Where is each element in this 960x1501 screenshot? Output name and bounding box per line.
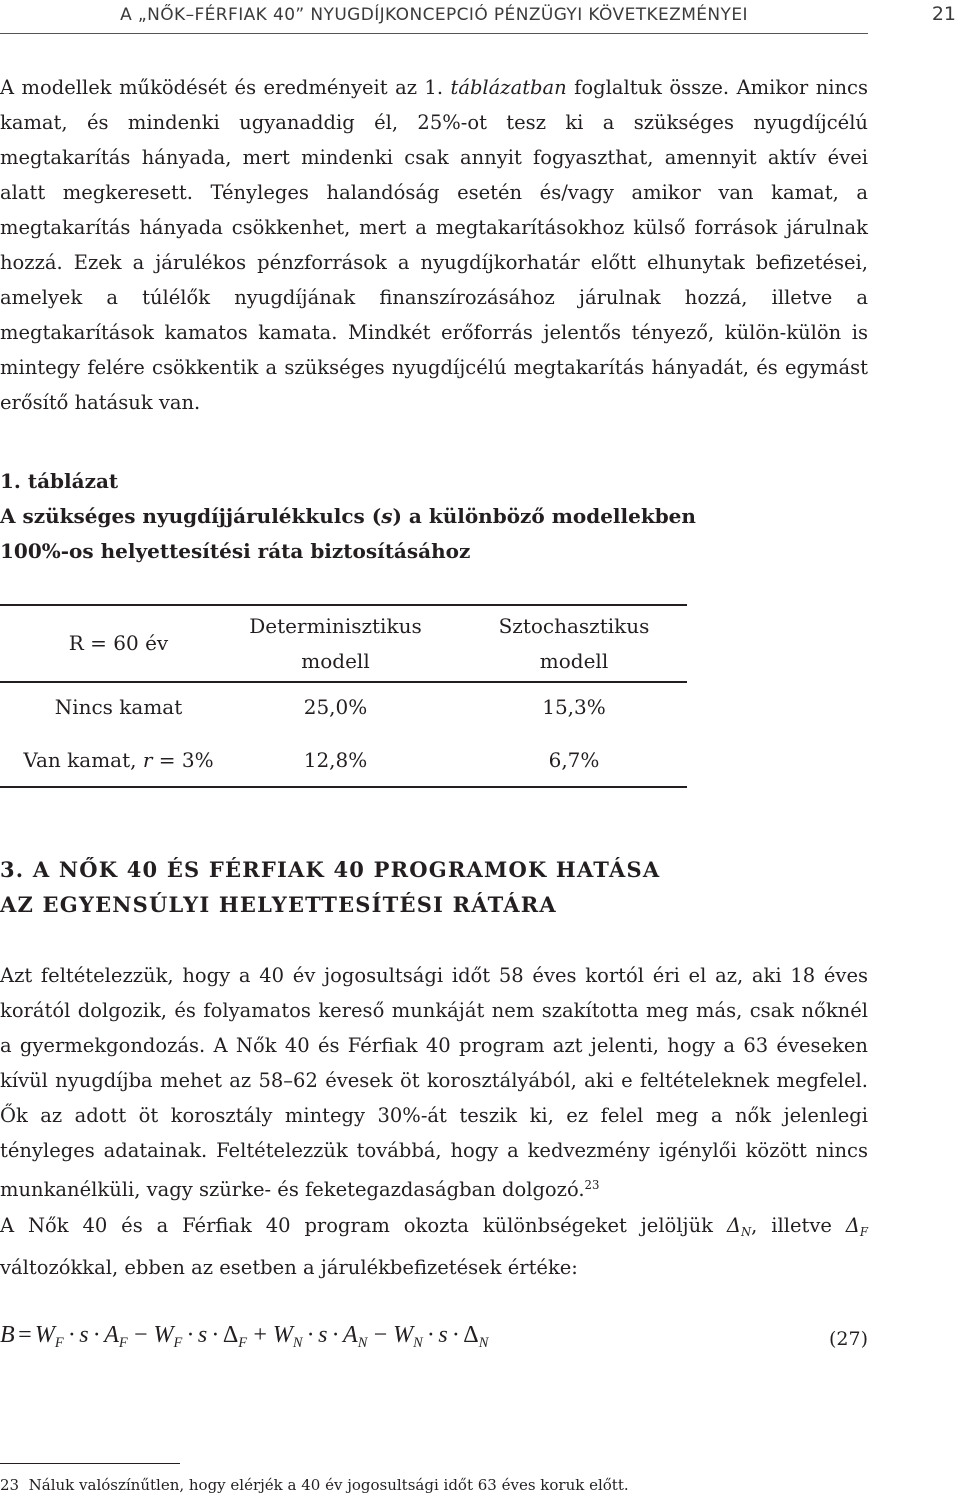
header-det-line2: modell <box>301 649 370 673</box>
table-row-label <box>0 743 237 778</box>
para1-text-a: A modellek működését és eredményeit az 1. <box>0 76 451 99</box>
footnote <box>0 1474 629 1496</box>
para3-text-b: , illetve <box>751 1214 846 1237</box>
table-header-deterministic <box>237 609 434 679</box>
table-label: 1. táblázat <box>0 469 119 493</box>
table-cell-sto: 15,3% <box>542 695 606 719</box>
section-heading <box>0 852 660 922</box>
table-title-a: A szükséges nyugdíjjárulékkulcs ( <box>0 504 382 528</box>
row2-label-b: = 3% <box>152 748 214 772</box>
row2-label-var: r <box>142 748 153 772</box>
table-header-stochastic <box>461 609 687 679</box>
equation-27 <box>0 1322 868 1362</box>
table-cell-det: 12,8% <box>303 748 368 772</box>
running-header-title: A „NŐK–FÉRFIAK 40” NYUGDÍJKONCEPCIÓ PÉNZÜGYI KÖVETKEZMÉNYEI <box>120 5 748 25</box>
table-row-label <box>0 690 237 725</box>
delta-glyph: Δ <box>845 1214 860 1237</box>
delta-n-symbol <box>726 1214 752 1240</box>
table-header-rule <box>0 681 687 683</box>
delta-f-symbol <box>845 1214 868 1240</box>
footnote-number: 23 <box>0 1476 20 1494</box>
table-header-corner: R = 60 év <box>68 631 169 655</box>
delta-sub-n: N <box>740 1225 752 1240</box>
paragraph-assumptions <box>0 958 868 1207</box>
table-top-rule <box>0 604 687 606</box>
row2-label-a: Van kamat, <box>23 748 143 772</box>
equation-body: B = $W_F \cdot s \cdot A_F - W_F \cdot s \cdot \Delta_F + W_N \cdot s \cdot A_N - W_N \cdot s \cdot \Delta_N$ <box>0 1322 489 1352</box>
footnote-rule <box>0 1463 180 1464</box>
paragraph-variables <box>0 1208 868 1285</box>
delta-glyph: Δ <box>726 1214 741 1237</box>
footnote-text: Náluk valószínűtlen, hogy elérjék a 40 év jogosultsági időt 63 éves koruk előtt. <box>28 1476 629 1494</box>
para2-text: Azt feltételezzük, hogy a 40 év jogosultsági időt 58 éves kortól éri el az, aki 18 éves korától dolgozik, és folyamatos kereső munkáját nem szakította meg más, csak nőknél a gyermekgondozás. A Nők 40 és Férfiak 40 program azt jelenti, hogy a 63 éveseken kívül nyugdíjba mehet az 58–62 évesek öt korosztályából, aki e feltételeknek megfelel. Ők az adott öt korosztály mintegy 30%-át teszik ki, ez felel meg a nők jelenlegi tényleges adatainak. Feltételezzük továbbá, hogy a kedvezmény igénylői között nincs munkanélküli, vagy szürke- és feketegazdaságban dolgozó. <box>0 964 868 1202</box>
table-title-line1 <box>0 499 696 534</box>
header-rule <box>0 33 868 34</box>
para3-text-a: A Nők 40 és a Férfiak 40 program okozta különbségeket jelöljük <box>0 1214 727 1237</box>
header-sto-line2: modell <box>539 649 609 673</box>
table-title-var: s <box>381 504 393 528</box>
table-cell-det: 25,0% <box>303 695 368 719</box>
table-title-line2: 100%-os helyettesítési ráta biztosításához <box>0 539 471 563</box>
para1-text-b: foglaltuk össze. Amikor nincs kamat, és mindenki ugyanaddig él, 25%-ot tesz ki a szükséges nyugdíjcélú megtakarítás hányada, mert mindenki csak annyit fogyaszthat, amennyit aktív évei alatt megkeresett. Tényleges halandóság esetén és/vagy amikor van kamat, a megtakarítás hányada csökkenhet, mert a megtakarításokhoz külső források járulnak hozzá. Ezek a járulékos pénzforrások a nyugdíjkorhatár előtt elhunytak befizetései, amelyek a túlélők nyugdíjának finanszírozásához járulnak hozzá, illetve a megtakarítások kamatos kamata. Mindkét erőforrás jelentős tényező, külön-külön is mintegy felére csökkentik a szükséges nyugdíjcélú megtakarítás hányadát, és egymást erősítő hatásuk van. <box>0 76 868 414</box>
para3-text-c: változókkal, ebben az esetben a járulékbefizetések értéke: <box>0 1256 578 1280</box>
table-cell-sto: 6,7% <box>548 748 600 772</box>
equation-number: (27) <box>828 1328 868 1350</box>
footnote-reference: 23 <box>584 1178 600 1192</box>
row1-label-a: Nincs kamat <box>54 695 183 719</box>
section-heading-line2: AZ EGYENSÚLYI HELYETTESÍTÉSI RÁTÁRA <box>0 892 557 917</box>
page-number: 21 <box>931 3 956 25</box>
paragraph-models-summary <box>0 70 868 420</box>
delta-sub-f: F <box>859 1225 868 1240</box>
section-heading-line1: 3. A NŐK 40 ÉS FÉRFIAK 40 PROGRAMOK HATÁSA <box>0 857 661 882</box>
para1-italic: táblázatban <box>450 76 567 99</box>
running-header <box>0 0 960 50</box>
table-bottom-rule <box>0 786 687 788</box>
table-title-b: ) a különböző modellekben <box>392 504 696 528</box>
header-det-line1: Determinisztikus <box>249 614 422 638</box>
header-sto-line1: Sztochasztikus <box>498 614 650 638</box>
table-caption <box>0 464 696 569</box>
